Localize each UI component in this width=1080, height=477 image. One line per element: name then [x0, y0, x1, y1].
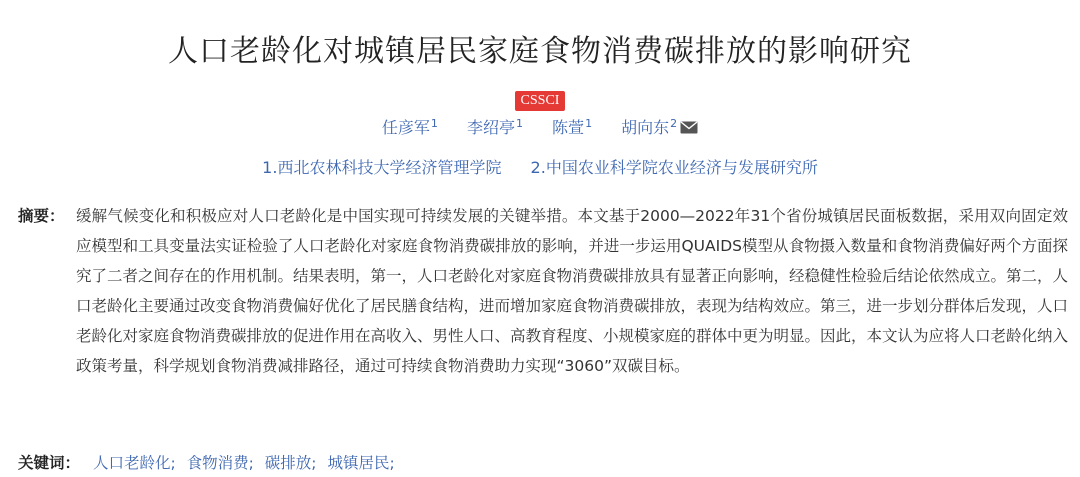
- author-affil-number: 1: [430, 116, 438, 130]
- mail-icon[interactable]: [680, 119, 698, 138]
- author-link[interactable]: [621, 115, 698, 138]
- cssci-badge: CSSCI: [515, 91, 566, 111]
- abstract-label: 摘要：: [18, 207, 65, 225]
- author-affil-number: 1: [585, 116, 593, 130]
- keywords-section: [18, 449, 1068, 477]
- keyword-link[interactable]: 碳排放;: [264, 454, 317, 472]
- abstract-text: 缓解气候变化和积极应对人口老龄化是中国实现可持续发展的关键举措。本文基于2000—2022年31个省份城镇居民面板数据，采用双向固定效应模型和工具变量法实证检验了人口老龄化对家庭食物消费碳排放的影响，并进一步运用QUAIDS模型从食物摄入数量和食物消费偏好两个方面探究了二者之间存在的作用机制。结果表明，第一，人口老龄化对家庭食物消费碳排放具有显著正向影响，经稳健性检验后结论依然成立。第二，人口老龄化主要通过改变食物消费偏好优化了居民膳食结构，进而增加家庭食物消费碳排放，表现为结构效应。第三，进一步划分群体后发现，人口老龄化对家庭食物消费碳排放的促进作用在高收入、男性人口、高教育程度、小规模家庭的群体中更为明显。因此，本文认为应将人口老龄化纳入政策考量，科学规划食物消费减排路径，通过可持续食物消费助力实现“3060”双碳目标。: [76, 207, 1069, 375]
- author-name: 李绍亭: [466, 118, 515, 137]
- author-link[interactable]: [467, 115, 523, 138]
- author-name: 陈萱: [552, 118, 585, 137]
- keywords-label: 关键词：: [18, 454, 81, 472]
- keyword-link[interactable]: 人口老龄化;: [92, 454, 176, 472]
- author-affil-number: 1: [515, 116, 523, 130]
- article-title: 人口老龄化对城镇居民家庭食物消费碳排放的影响研究: [168, 34, 912, 69]
- author-link[interactable]: [382, 115, 438, 138]
- author-list: [0, 115, 1080, 138]
- affiliation-link[interactable]: 1.西北农林科技大学经济管理学院: [262, 158, 502, 177]
- author-link[interactable]: [552, 115, 592, 138]
- author-affil-number: 2: [670, 116, 678, 130]
- affiliation-list: [0, 155, 1080, 178]
- keyword-link[interactable]: 食物消费;: [186, 454, 254, 472]
- author-name: 胡向东: [621, 118, 670, 137]
- affiliation-link[interactable]: 2.中国农业科学院农业经济与发展研究所: [530, 158, 818, 177]
- keyword-link[interactable]: 城镇居民;: [327, 454, 395, 472]
- badge-row: [0, 89, 1080, 111]
- author-name: 任彦军: [381, 118, 430, 137]
- abstract-section: [18, 201, 1068, 381]
